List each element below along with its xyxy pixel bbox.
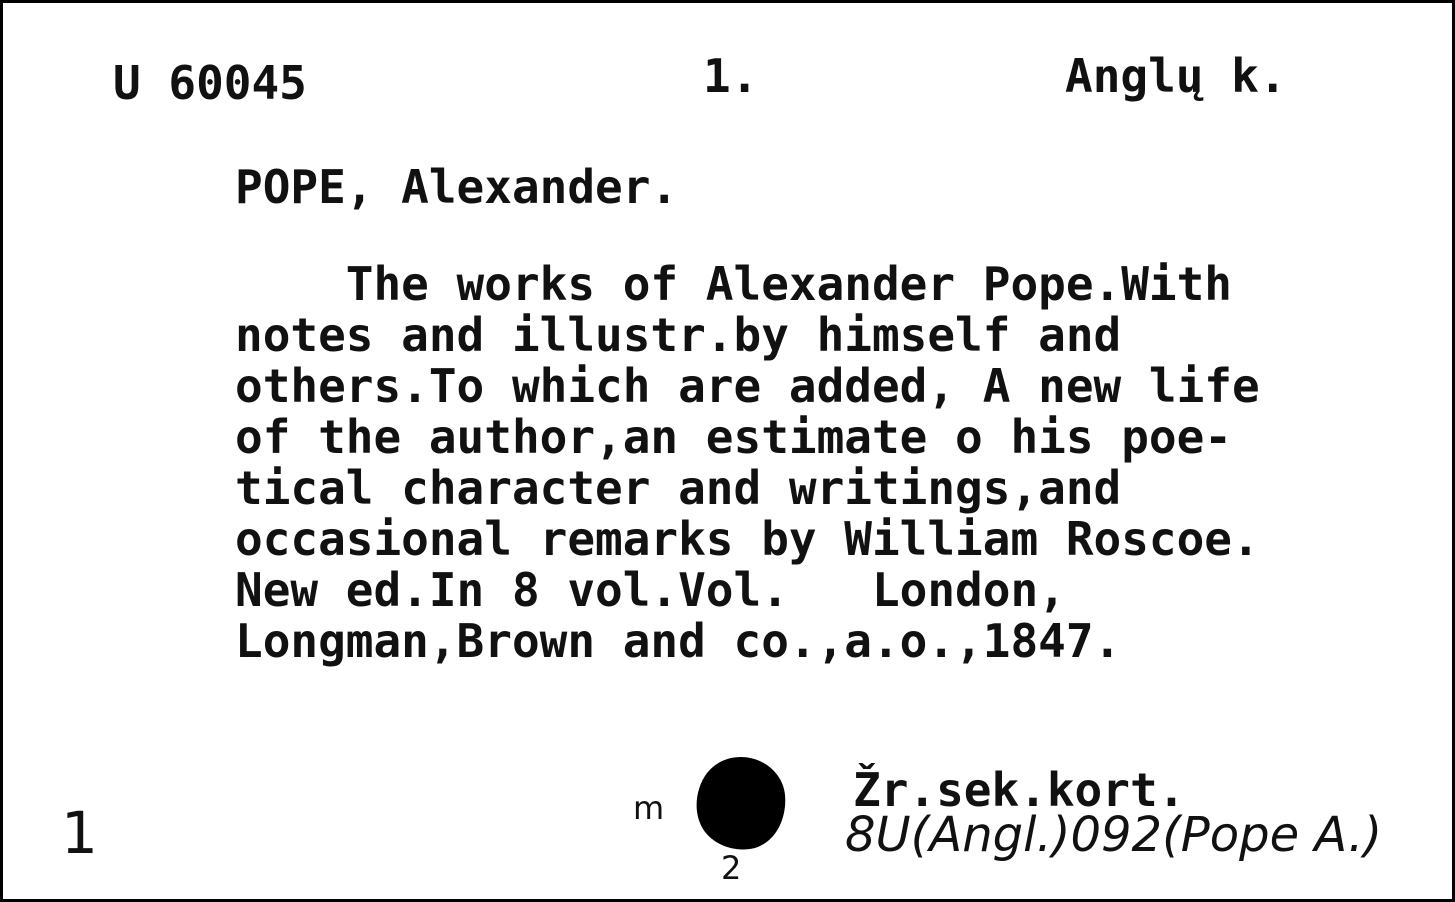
author-heading: POPE, Alexander. bbox=[235, 160, 679, 214]
description-line: occasional remarks by William Roscoe. bbox=[235, 512, 1260, 566]
card-number: 1. bbox=[703, 49, 759, 103]
handwritten-classification: 8U(Angl.)092(Pope A.) bbox=[845, 807, 1383, 863]
description-line: others.To which are added, A new life bbox=[235, 359, 1260, 413]
call-number: U 60045 bbox=[113, 56, 307, 110]
handwritten-stamp-number: 2 bbox=[721, 849, 742, 887]
handwritten-left-number: 1 bbox=[61, 799, 98, 867]
description-line: tical character and writings,and bbox=[235, 461, 1122, 515]
description-line: notes and illustr.by himself and bbox=[235, 308, 1122, 362]
handwritten-stamp-letter: m bbox=[633, 789, 665, 827]
description-line: The works of Alexander Pope.With bbox=[235, 257, 1232, 311]
see-note: Žr.sek.kort. bbox=[853, 763, 1186, 817]
language-label: Anglų k. bbox=[1065, 49, 1287, 103]
description-line: Longman,Brown and co.,a.o.,1847. bbox=[235, 614, 1122, 668]
description-line: New ed.In 8 vol.Vol. London, bbox=[235, 563, 1066, 617]
ink-blot bbox=[691, 753, 791, 853]
description-line: of the author,an estimate o his poe- bbox=[235, 410, 1232, 464]
